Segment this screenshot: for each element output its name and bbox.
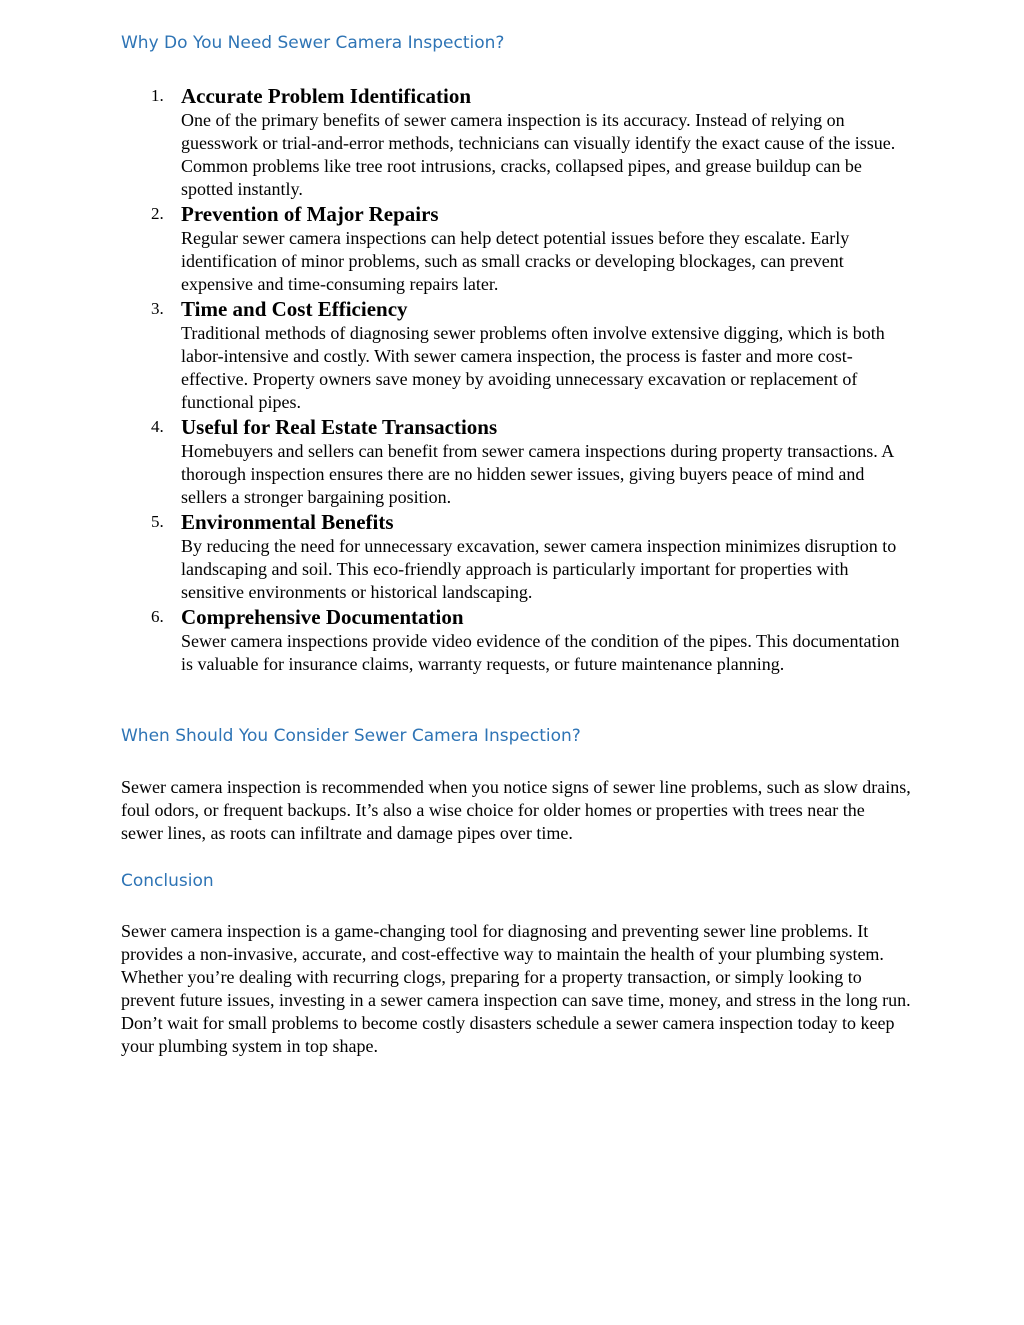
list-item	[121, 414, 911, 509]
section-heading-why: Why Do You Need Sewer Camera Inspection?	[121, 33, 505, 53]
list-item-body: Regular sewer camera inspections can help detect potential issues before they escalate. Early identification of minor problems, such as small cracks or developing blockages, can prevent expensive and time-consuming repairs later.	[181, 228, 850, 294]
list-item-number: 4.	[151, 417, 164, 436]
list-item	[121, 509, 911, 604]
list-item-number: 3.	[151, 299, 164, 318]
list-item-title: Time and Cost Efficiency	[181, 297, 408, 321]
list-item	[121, 604, 911, 676]
section-heading-conclusion: Conclusion	[121, 871, 214, 891]
list-item-number: 5.	[151, 512, 164, 531]
list-item-title: Comprehensive Documentation	[181, 605, 464, 629]
list-item	[121, 296, 911, 414]
list-item-title: Accurate Problem Identification	[181, 84, 472, 108]
benefits-list	[121, 83, 911, 676]
list-item	[121, 83, 911, 201]
list-item-number: 6.	[151, 607, 164, 626]
list-item-body: Traditional methods of diagnosing sewer problems often involve extensive digging, which is both labor-intensive and costly. With sewer camera inspection, the process is faster and more cost-effective. Property owners save money by avoiding unnecessary excavation or replacement of functional pipes.	[181, 323, 885, 412]
list-item-number: 1.	[151, 86, 164, 105]
list-item-body: Homebuyers and sellers can benefit from sewer camera inspections during property transactions. A thorough inspection ensures there are no hidden sewer issues, giving buyers peace of mind and sellers a stronger bargaining position.	[181, 441, 894, 507]
list-item	[121, 201, 911, 296]
list-item-title: Useful for Real Estate Transactions	[181, 415, 498, 439]
conclusion-paragraph: Sewer camera inspection is a game-changing tool for diagnosing and preventing sewer line problems. It provides a non-invasive, accurate, and cost-effective way to maintain the health of your plumbing system. Whether you’re dealing with recurring clogs, preparing for a property transaction, or simply looking to prevent future issues, investing in a sewer camera inspection can save time, money, and stress in the long run. Don’t wait for small problems to become costly disasters schedule a sewer camera inspection today to keep your plumbing system in top shape.	[121, 921, 911, 1056]
list-item-body: By reducing the need for unnecessary excavation, sewer camera inspection minimizes disruption to landscaping and soil. This eco-friendly approach is particularly important for properties with sensitive environments or historical landscaping.	[181, 536, 897, 602]
when-paragraph: Sewer camera inspection is recommended when you notice signs of sewer line problems, such as slow drains, foul odors, or frequent backups. It’s also a wise choice for older homes or properties with trees near the sewer lines, as roots can infiltrate and damage pipes over time.	[121, 777, 911, 843]
list-item-number: 2.	[151, 204, 164, 223]
list-item-body: Sewer camera inspections provide video evidence of the condition of the pipes. This documentation is valuable for insurance claims, warranty requests, or future maintenance planning.	[181, 631, 900, 674]
list-item-body: One of the primary benefits of sewer camera inspection is its accuracy. Instead of relying on guesswork or trial-and-error methods, technicians can visually identify the exact cause of the issue. Common problems like tree root intrusions, cracks, collapsed pipes, and grease buildup can be spotted instantly.	[181, 110, 896, 199]
section-heading-when: When Should You Consider Sewer Camera Inspection?	[121, 726, 581, 746]
list-item-title: Environmental Benefits	[181, 510, 394, 534]
list-item-title: Prevention of Major Repairs	[181, 202, 439, 226]
